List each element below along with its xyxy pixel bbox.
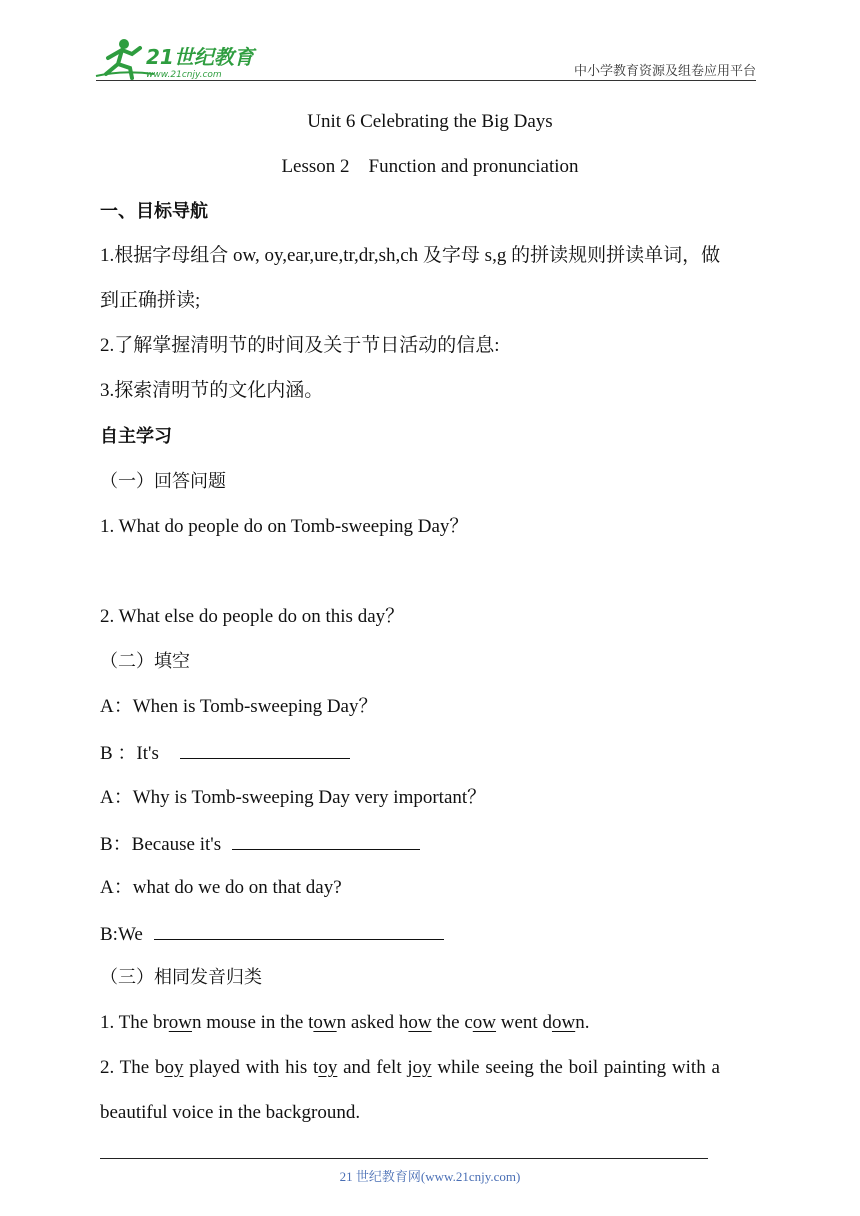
- dialog-b2-text: B：Because it's: [100, 834, 222, 855]
- svg-text:21世纪教育: 21世纪教育: [146, 45, 254, 69]
- dialog-b3: [100, 921, 444, 947]
- underlined-oy: oy: [412, 1057, 432, 1078]
- fill-blank-3[interactable]: [154, 921, 444, 940]
- study-heading: 自主学习: [100, 426, 172, 447]
- svg-text:www.21cnjy.com: www.21cnjy.com: [146, 70, 222, 80]
- goals-heading: 一、目标导航: [100, 201, 208, 222]
- dialog-b1-text: B ：It's: [100, 743, 159, 764]
- part2-label: （二）填空: [100, 651, 190, 672]
- dialog-a2: A：Why is Tomb-sweeping Day very important？: [100, 787, 487, 808]
- dialog-a3: A：what do we do on that day?: [100, 877, 342, 898]
- header-divider: [96, 80, 756, 81]
- dialog-b1: [100, 740, 350, 766]
- underlined-oy: oy: [164, 1057, 184, 1078]
- part1-label: （一）回答问题: [100, 471, 226, 492]
- underlined-ow: ow: [408, 1012, 432, 1033]
- dialog-b2: [100, 831, 420, 857]
- underlined-oy: oy: [318, 1057, 338, 1078]
- dialog-a1: A：When is Tomb-sweeping Day？: [100, 696, 378, 717]
- sentence-2-line2: beautiful voice in the background.: [100, 1102, 361, 1123]
- sentence-1: 1. The brown mouse in the town asked how the cow went down.: [100, 1012, 590, 1033]
- sentence-2-line1: 2. The boy played with his toy and felt joy while seeing the boil painting with a: [100, 1057, 720, 1078]
- footer-divider: [100, 1158, 708, 1159]
- underlined-ow: ow: [168, 1012, 193, 1033]
- underlined-ow: ow: [472, 1012, 497, 1033]
- question-2: 2. What else do people do on this day？: [100, 606, 405, 627]
- goal-item-2: 2.了解掌握清明节的时间及关于节日活动的信息:: [100, 335, 500, 356]
- part3-label: （三）相同发音归类: [100, 967, 262, 988]
- header-platform-text: 中小学教育资源及组卷应用平台: [573, 64, 756, 79]
- goal-item-1-line2: 到正确拼读;: [100, 290, 201, 311]
- footer-text: 21 世纪教育网(www.21cnjy.com): [339, 1169, 521, 1184]
- dialog-b3-text: B:We: [100, 924, 143, 945]
- goal-item-3: 3.探索清明节的文化内涵。: [100, 380, 324, 401]
- unit-title: Unit 6 Celebrating the Big Days: [307, 111, 553, 132]
- site-logo: [94, 36, 264, 82]
- fill-blank-1[interactable]: [180, 740, 350, 759]
- question-1: 1. What do people do on Tomb-sweeping Day？: [100, 516, 469, 537]
- underlined-ow: ow: [551, 1012, 576, 1033]
- fill-blank-2[interactable]: [232, 831, 420, 850]
- lesson-title: Lesson 2 Function and pronunciation: [281, 156, 579, 177]
- underlined-ow: ow: [313, 1012, 337, 1033]
- goal-item-1-line1: 1.根据字母组合 ow, oy,ear,ure,tr,dr,sh,ch 及字母 s,g 的拼读规则拼读单词，做: [100, 245, 721, 266]
